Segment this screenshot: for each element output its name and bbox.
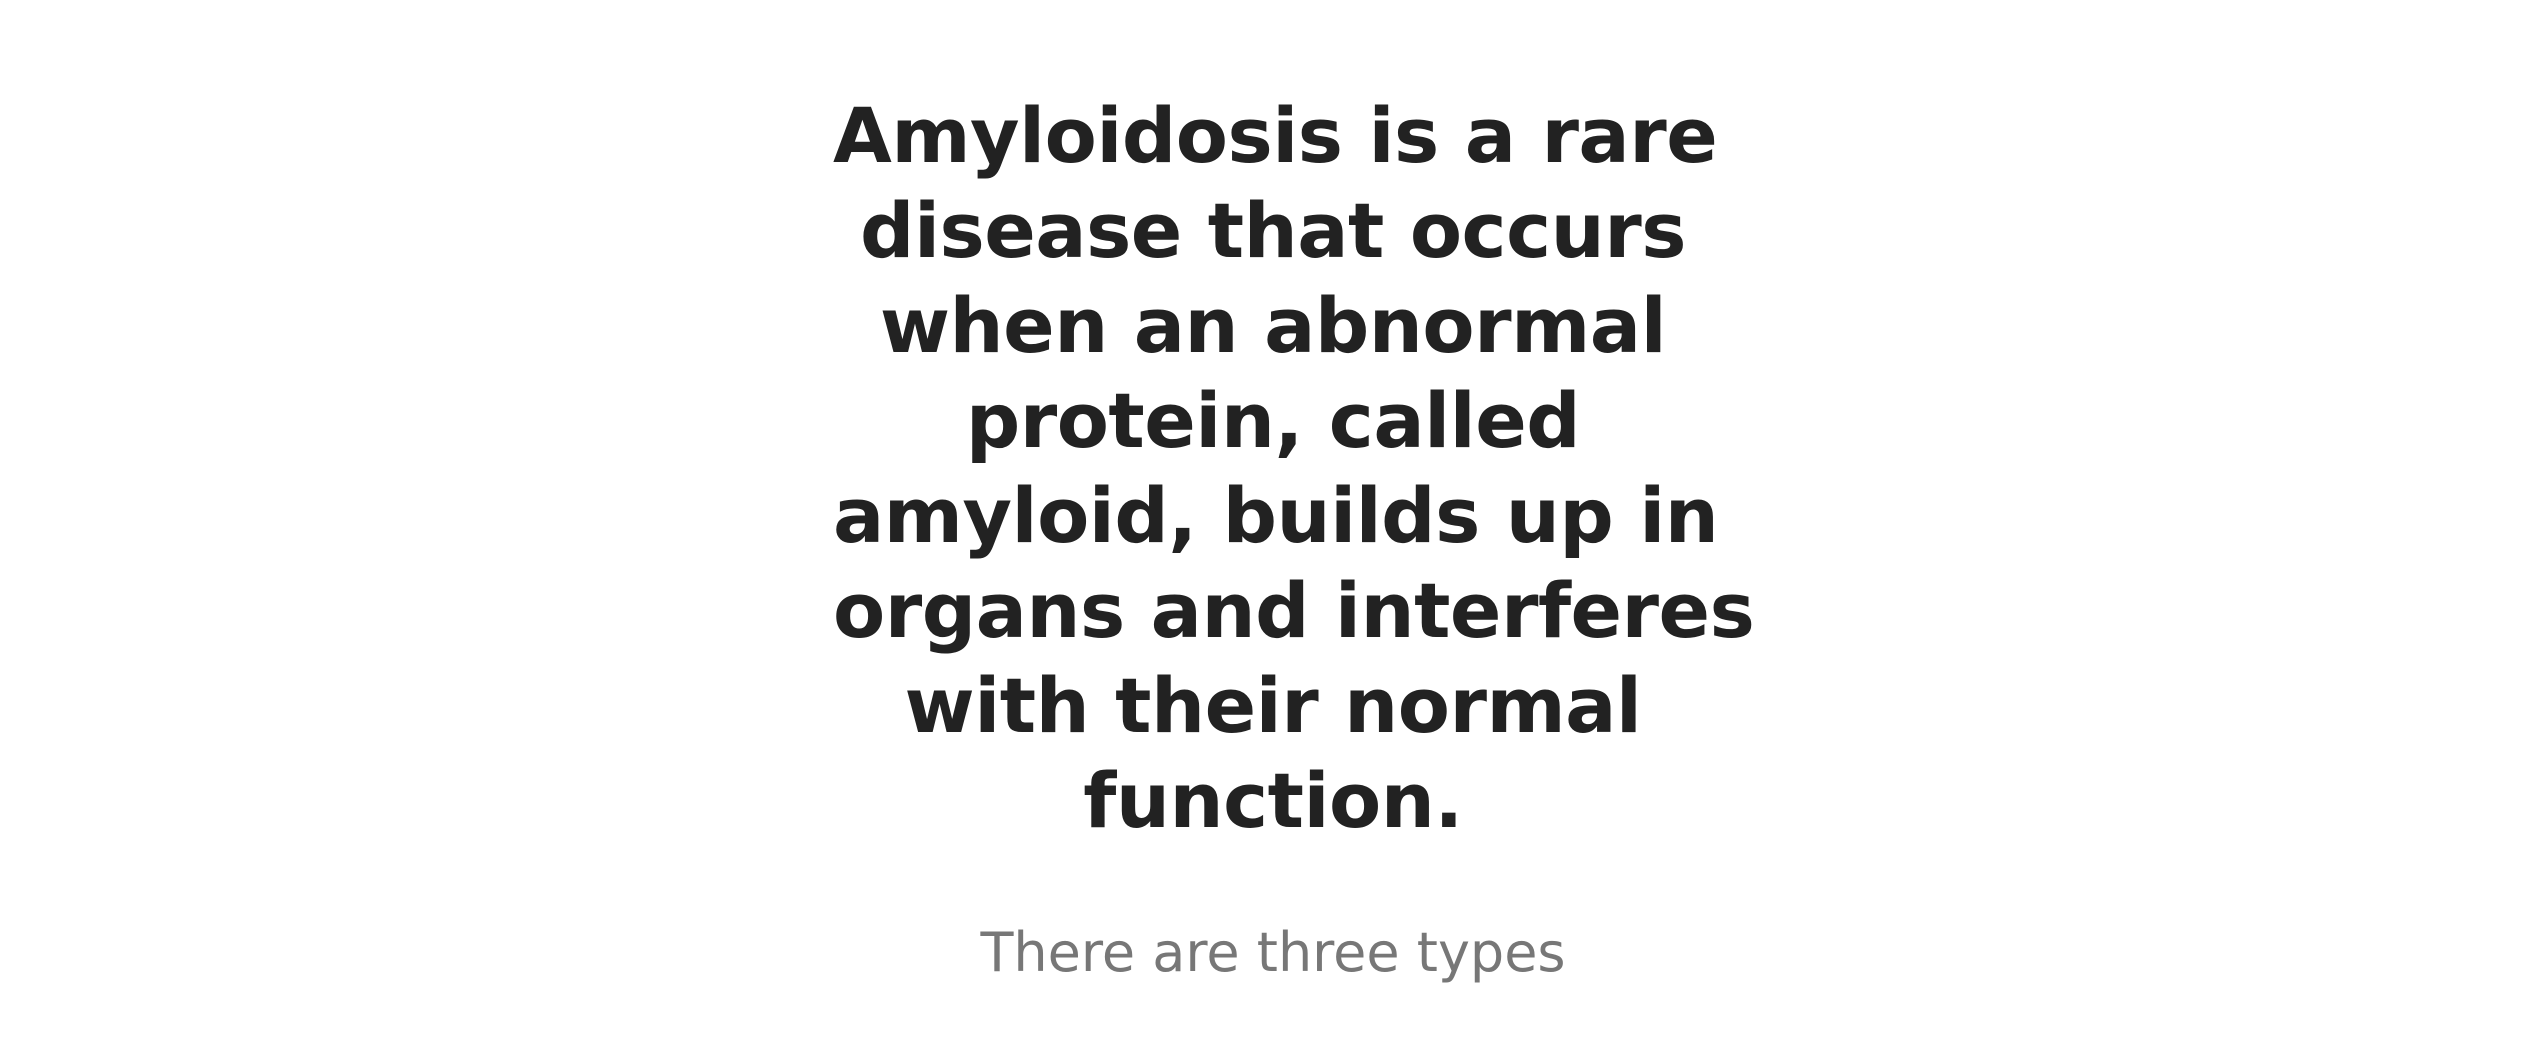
headline-line: protein, called	[965, 376, 1581, 465]
headline-line: function.	[1083, 756, 1463, 845]
headline	[833, 88, 1755, 848]
headline-line: amyloid, builds up in	[833, 471, 1719, 560]
headline-line: organs and interferes	[833, 566, 1755, 655]
headline-line: when an abnormal	[879, 281, 1667, 370]
headline-line: disease that occurs	[860, 186, 1686, 275]
subheading: There are three types	[980, 921, 1566, 984]
headline-line: Amyloidosis is a rare	[833, 91, 1718, 180]
hero-section	[833, 88, 1755, 848]
headline-line: with their normal	[904, 661, 1642, 750]
